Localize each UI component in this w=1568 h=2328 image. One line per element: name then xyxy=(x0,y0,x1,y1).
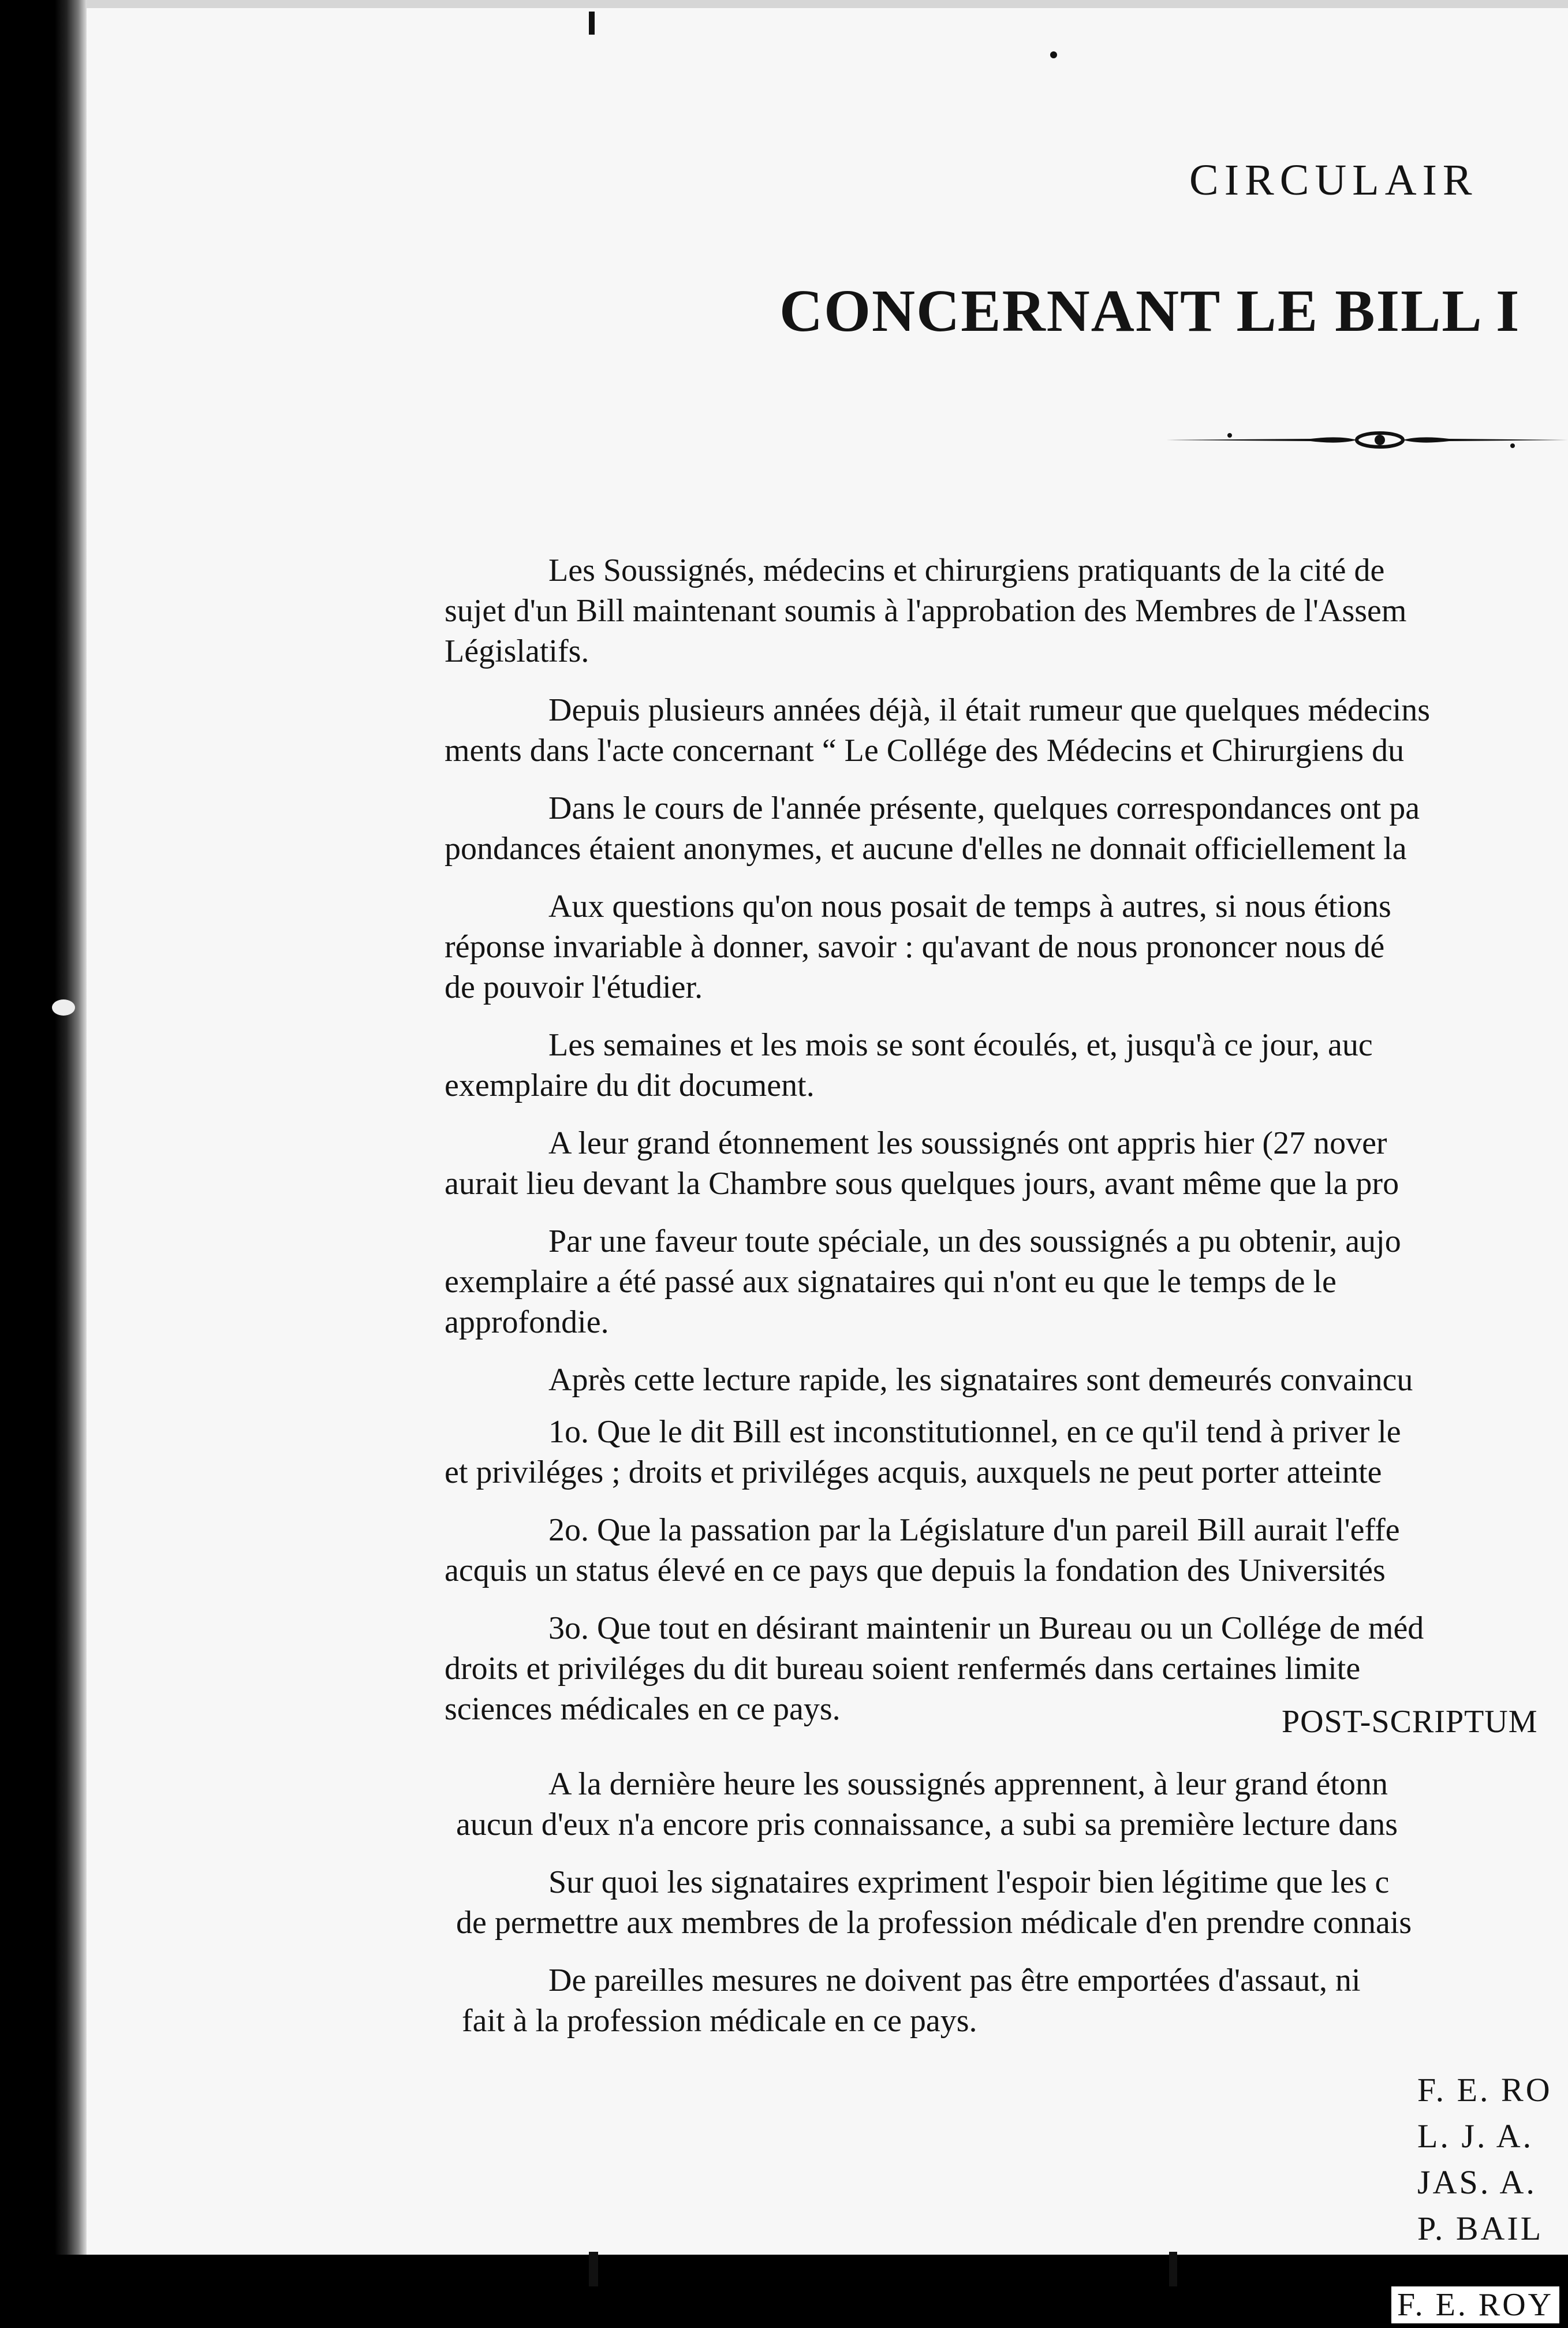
body-line: Depuis plusieurs années déjà, il était rumeur que quelques médecins xyxy=(548,692,1431,728)
document-title: CIRCULAIR xyxy=(1189,156,1478,204)
body-line: et priviléges ; droits et priviléges acquis, auxquels ne peut porter atteinte xyxy=(445,1454,1382,1490)
body-line: 2o. Que la passation par la Législature d'un pareil Bill aurait l'effe xyxy=(548,1512,1400,1548)
postscript-heading: POST-SCRIPTUM xyxy=(1282,1704,1538,1740)
body-line: droits et priviléges du dit bureau soient renfermés dans certaines limite xyxy=(445,1651,1361,1687)
scan-border-bottom xyxy=(0,2255,1568,2328)
body-line: de pouvoir l'étudier. xyxy=(445,969,703,1005)
bottom-signature-fragment: F. E. ROY xyxy=(1391,2286,1559,2323)
document-subtitle: CONCERNANT LE BILL I xyxy=(779,278,1521,344)
body-line: aurait lieu devant la Chambre sous quelques jours, avant même que la pro xyxy=(445,1166,1399,1202)
ornament-divider xyxy=(1166,423,1568,457)
postscript-line: fait à la profession médicale en ce pays. xyxy=(462,2003,977,2039)
postscript-line: aucun d'eux n'a encore pris connaissance, a subi sa première lecture dans xyxy=(456,1807,1398,1842)
body-line: exemplaire du dit document. xyxy=(445,1068,815,1103)
body-line: approfondie. xyxy=(445,1304,609,1340)
postscript-line: Sur quoi les signataires expriment l'espoir bien légitime que les c xyxy=(548,1864,1390,1900)
body-line: Par une faveur toute spéciale, un des soussignés a pu obtenir, aujo xyxy=(548,1223,1401,1259)
body-line: 1o. Que le dit Bill est inconstitutionnel, en ce qu'il tend à priver le xyxy=(548,1414,1401,1450)
body-line: acquis un status élevé en ce pays que depuis la fondation des Universités xyxy=(445,1553,1386,1588)
signature-line: JAS. A. xyxy=(1417,2163,1537,2201)
postscript-line: De pareilles mesures ne doivent pas être emportées d'assaut, ni xyxy=(548,1963,1361,1998)
body-line: Après cette lecture rapide, les signataires sont demeurés convaincu xyxy=(548,1362,1413,1398)
body-line: réponse invariable à donner, savoir : qu'avant de nous prononcer nous dé xyxy=(445,929,1385,965)
body-line: sciences médicales en ce pays. xyxy=(445,1691,841,1727)
postscript-line: de permettre aux membres de la profession médicale d'en prendre connais xyxy=(456,1905,1412,1941)
signature-line: P. BAIL xyxy=(1417,2210,1544,2247)
body-line: pondances étaient anonymes, et aucune d'elles ne donnait officiellement la xyxy=(445,831,1407,867)
postscript-line: A la dernière heure les soussignés apprennent, à leur grand étonn xyxy=(548,1766,1388,1802)
signature-line: L. J. A. xyxy=(1417,2117,1534,2155)
body-line: Aux questions qu'on nous posait de temps à autres, si nous étions xyxy=(548,889,1391,924)
body-line: 3o. Que tout en désirant maintenir un Bureau ou un Collége de méd xyxy=(548,1610,1424,1646)
body-line: exemplaire a été passé aux signataires qui n'ont eu que le temps de le xyxy=(445,1264,1336,1300)
body-line: Législatifs. xyxy=(445,633,589,669)
scan-border-top xyxy=(87,0,1568,8)
document-page xyxy=(87,8,1568,2255)
body-line: A leur grand étonnement les soussignés ont appris hier (27 nover xyxy=(548,1125,1387,1161)
body-line: Les semaines et les mois se sont écoulés, et, jusqu'à ce jour, auc xyxy=(548,1027,1373,1063)
scan-border-left xyxy=(0,0,87,2328)
body-line: ments dans l'acte concernant “ Le Collége des Médecins et Chirurgiens du xyxy=(445,733,1405,768)
body-line: Les Soussignés, médecins et chirurgiens pratiquants de la cité de xyxy=(548,553,1385,588)
body-line: sujet d'un Bill maintenant soumis à l'approbation des Membres de l'Assem xyxy=(445,593,1407,629)
signature-line: F. E. RO xyxy=(1417,2071,1552,2109)
body-line: Dans le cours de l'année présente, quelques correspondances ont pa xyxy=(548,790,1420,826)
